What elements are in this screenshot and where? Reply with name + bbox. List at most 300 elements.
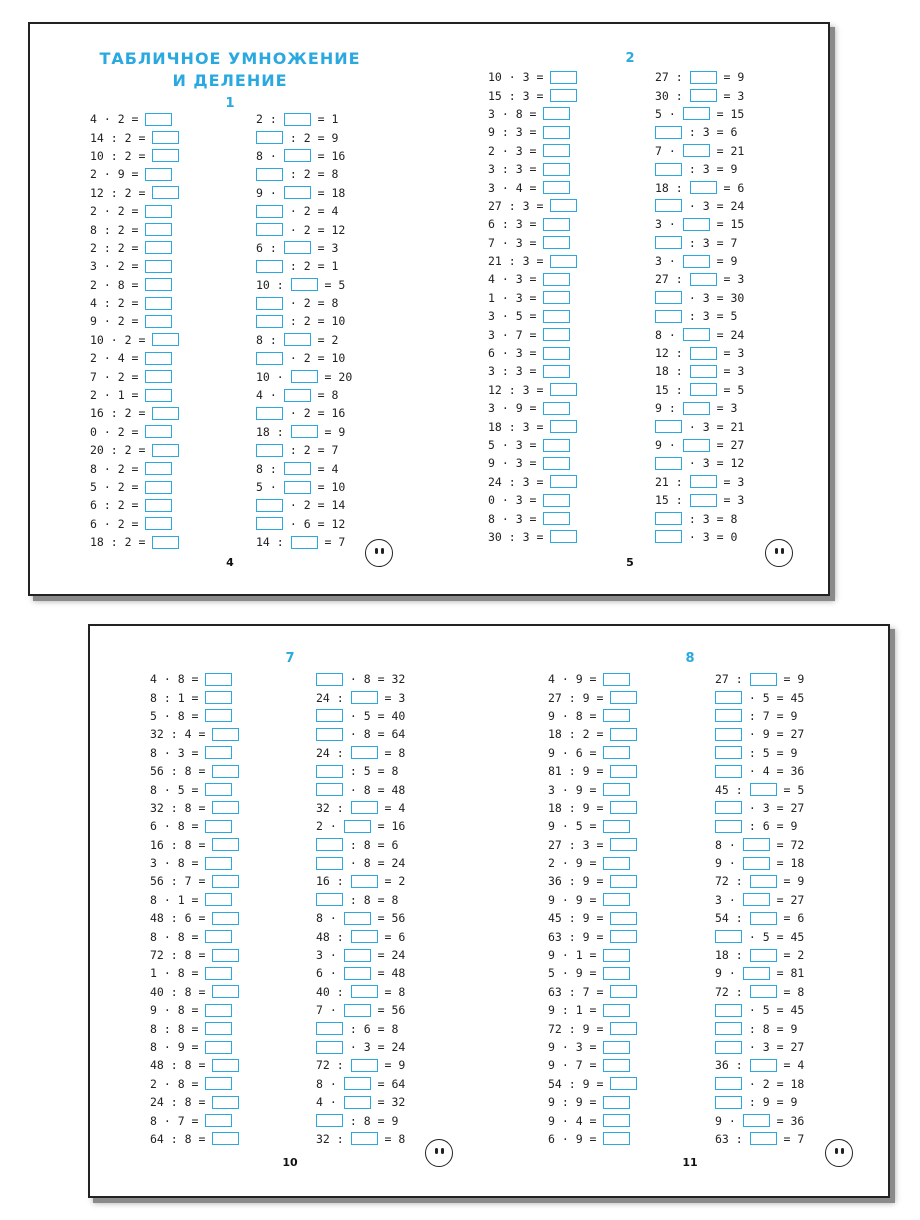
answer-box[interactable] <box>715 801 742 814</box>
exercise-text: = 27 <box>709 438 745 452</box>
exercise-text: = 6 <box>377 929 406 944</box>
answer-box[interactable] <box>603 1096 630 1109</box>
exercise-text: · 2 = 12 <box>283 222 346 237</box>
exercise-text: 72 : <box>715 984 750 999</box>
exercise-row <box>316 817 405 835</box>
answer-box[interactable] <box>284 113 311 126</box>
answer-box[interactable] <box>145 499 172 512</box>
answer-box[interactable] <box>550 255 577 268</box>
exercise-text: 2 · 8 = <box>90 277 146 292</box>
answer-box[interactable] <box>603 673 630 686</box>
answer-box[interactable] <box>603 1059 630 1072</box>
answer-box[interactable] <box>655 199 682 212</box>
exercise-row <box>655 123 744 141</box>
answer-box[interactable] <box>145 113 172 126</box>
answer-box[interactable] <box>743 893 770 906</box>
answer-box[interactable] <box>543 347 570 360</box>
exercise-row <box>90 331 179 349</box>
answer-box[interactable] <box>145 205 172 218</box>
answer-box[interactable] <box>603 1041 630 1054</box>
answer-box[interactable] <box>715 691 742 704</box>
answer-box[interactable] <box>205 820 232 833</box>
answer-box[interactable] <box>750 912 777 925</box>
answer-box[interactable] <box>316 893 343 906</box>
exercise-row <box>488 197 577 215</box>
exercise-row <box>316 780 405 798</box>
exercise-text: 2 · 4 = <box>90 351 146 366</box>
answer-box[interactable] <box>603 1132 630 1145</box>
answer-box[interactable] <box>603 709 630 722</box>
answer-box[interactable] <box>655 530 682 543</box>
exercise-text: 9 · <box>715 856 743 871</box>
exercise-row <box>256 294 352 312</box>
answer-box[interactable] <box>655 310 682 323</box>
answer-box[interactable] <box>212 1059 239 1072</box>
answer-box[interactable] <box>750 985 777 998</box>
answer-box[interactable] <box>750 949 777 962</box>
answer-box[interactable] <box>284 241 311 254</box>
answer-box[interactable] <box>351 1132 378 1145</box>
answer-box[interactable] <box>543 273 570 286</box>
exercise-row <box>548 670 637 688</box>
answer-box[interactable] <box>291 425 318 438</box>
answer-box[interactable] <box>715 930 742 943</box>
answer-box[interactable] <box>683 255 710 268</box>
answer-box[interactable] <box>690 347 717 360</box>
answer-box[interactable] <box>603 1114 630 1127</box>
exercise-text: · 5 = 40 <box>343 708 406 723</box>
answer-box[interactable] <box>205 691 232 704</box>
answer-box[interactable] <box>256 131 283 144</box>
answer-box[interactable] <box>690 89 717 102</box>
answer-box[interactable] <box>690 365 717 378</box>
exercise-text: = 3 <box>716 346 745 361</box>
answer-box[interactable] <box>715 728 742 741</box>
answer-box[interactable] <box>750 673 777 686</box>
answer-box[interactable] <box>316 783 343 796</box>
answer-box[interactable] <box>715 765 742 778</box>
workbook-spread-top <box>28 22 830 596</box>
exercise-row <box>548 909 637 927</box>
exercise-text: = 3 <box>716 474 745 489</box>
answer-box[interactable] <box>212 1096 239 1109</box>
answer-box[interactable] <box>543 181 570 194</box>
answer-box[interactable] <box>152 333 179 346</box>
answer-box[interactable] <box>550 420 577 433</box>
answer-box[interactable] <box>610 691 637 704</box>
answer-box[interactable] <box>715 820 742 833</box>
answer-box[interactable] <box>212 801 239 814</box>
exercise-row <box>316 1038 405 1056</box>
answer-box[interactable] <box>212 728 239 741</box>
exercise-text: 8 · <box>316 1076 344 1091</box>
answer-box[interactable] <box>205 1022 232 1035</box>
exercise-text: 12 : 3 = <box>488 382 551 397</box>
answer-box[interactable] <box>344 820 371 833</box>
answer-box[interactable] <box>256 517 283 530</box>
answer-box[interactable] <box>543 126 570 139</box>
answer-box[interactable] <box>743 838 770 851</box>
answer-box[interactable] <box>205 1077 232 1090</box>
answer-box[interactable] <box>750 1059 777 1072</box>
answer-box[interactable] <box>256 352 283 365</box>
answer-box[interactable] <box>610 985 637 998</box>
answer-box[interactable] <box>212 838 239 851</box>
answer-box[interactable] <box>543 439 570 452</box>
exercise-text: 9 : <box>655 401 683 416</box>
exercise-text: = 18 <box>310 185 346 200</box>
exercise-text: · 3 = 21 <box>682 419 745 434</box>
answer-box[interactable] <box>603 857 630 870</box>
answer-box[interactable] <box>205 967 232 980</box>
section-number-7: 7 <box>285 651 295 666</box>
page-title <box>80 48 380 92</box>
answer-box[interactable] <box>683 218 710 231</box>
exercise-text: 18 : <box>655 364 690 379</box>
exercise-text: = 8 <box>377 745 406 760</box>
answer-box[interactable] <box>550 383 577 396</box>
answer-box[interactable] <box>316 673 343 686</box>
workbook-spread-bottom <box>88 624 890 1198</box>
answer-box[interactable] <box>655 163 682 176</box>
answer-box[interactable] <box>152 536 179 549</box>
answer-box[interactable] <box>212 949 239 962</box>
answer-box[interactable] <box>145 352 172 365</box>
answer-box[interactable] <box>715 1022 742 1035</box>
exercise-text: 54 : 9 = <box>548 1076 611 1091</box>
exercise-row <box>90 423 179 441</box>
answer-box[interactable] <box>145 223 172 236</box>
answer-box[interactable] <box>690 383 717 396</box>
exercise-text: 6 · <box>316 966 344 981</box>
answer-box[interactable] <box>683 439 710 452</box>
answer-box[interactable] <box>610 838 637 851</box>
answer-box[interactable] <box>152 444 179 457</box>
exercise-text: = 9 <box>709 254 738 269</box>
answer-box[interactable] <box>344 1096 371 1109</box>
answer-box[interactable] <box>543 512 570 525</box>
answer-box[interactable] <box>683 402 710 415</box>
answer-box[interactable] <box>543 144 570 157</box>
answer-box[interactable] <box>543 457 570 470</box>
title-line-2: И ДЕЛЕНИЕ <box>172 71 288 90</box>
answer-box[interactable] <box>145 297 172 310</box>
exercise-row <box>256 202 352 220</box>
answer-box[interactable] <box>715 1041 742 1054</box>
exercise-text: 8 · 1 = <box>150 892 206 907</box>
answer-box[interactable] <box>743 1114 770 1127</box>
exercise-text: = 4 <box>377 800 406 815</box>
exercise-row <box>548 780 637 798</box>
exercise-row <box>655 160 744 178</box>
answer-box[interactable] <box>256 444 283 457</box>
answer-box[interactable] <box>715 1004 742 1017</box>
answer-box[interactable] <box>316 838 343 851</box>
answer-box[interactable] <box>715 1096 742 1109</box>
exercise-text: · 8 = 24 <box>343 856 406 871</box>
exercise-row <box>256 276 352 294</box>
answer-box[interactable] <box>603 949 630 962</box>
answer-box[interactable] <box>550 475 577 488</box>
exercise-row <box>316 946 405 964</box>
exercise-text: 3 · 5 = <box>488 309 544 324</box>
answer-box[interactable] <box>603 893 630 906</box>
exercise-row <box>715 1111 804 1129</box>
exercise-row <box>90 312 179 330</box>
answer-box[interactable] <box>603 783 630 796</box>
answer-box[interactable] <box>291 370 318 383</box>
answer-box[interactable] <box>655 236 682 249</box>
answer-box[interactable] <box>256 315 283 328</box>
exercise-row <box>150 854 239 872</box>
answer-box[interactable] <box>610 801 637 814</box>
answer-box[interactable] <box>205 857 232 870</box>
answer-box[interactable] <box>316 857 343 870</box>
answer-box[interactable] <box>603 820 630 833</box>
exercise-text: 18 : 3 = <box>488 419 551 434</box>
answer-box[interactable] <box>610 912 637 925</box>
answer-box[interactable] <box>284 149 311 162</box>
exercise-row <box>488 105 577 123</box>
exercise-row <box>488 270 577 288</box>
answer-box[interactable] <box>550 199 577 212</box>
answer-box[interactable] <box>145 315 172 328</box>
exercise-text: = 56 <box>370 911 406 926</box>
answer-box[interactable] <box>284 186 311 199</box>
answer-box[interactable] <box>743 857 770 870</box>
answer-box[interactable] <box>543 291 570 304</box>
answer-box[interactable] <box>145 517 172 530</box>
answer-box[interactable] <box>351 1059 378 1072</box>
exercise-row <box>150 1019 239 1037</box>
answer-box[interactable] <box>603 746 630 759</box>
answer-box[interactable] <box>690 71 717 84</box>
answer-box[interactable] <box>690 475 717 488</box>
answer-box[interactable] <box>316 765 343 778</box>
exercise-text: : 2 = 9 <box>283 130 339 145</box>
answer-box[interactable] <box>145 425 172 438</box>
answer-box[interactable] <box>145 389 172 402</box>
answer-box[interactable] <box>610 728 637 741</box>
exercise-row <box>488 142 577 160</box>
answer-box[interactable] <box>316 709 343 722</box>
answer-box[interactable] <box>715 1077 742 1090</box>
answer-box[interactable] <box>690 273 717 286</box>
answer-box[interactable] <box>145 370 172 383</box>
exercise-text: 1 · 8 = <box>150 966 206 981</box>
answer-box[interactable] <box>145 462 172 475</box>
exercise-text: 18 : <box>256 424 291 439</box>
answer-box[interactable] <box>610 1022 637 1035</box>
exercise-row <box>150 891 239 909</box>
exercise-text: 30 : <box>655 88 690 103</box>
answer-box[interactable] <box>550 71 577 84</box>
answer-box[interactable] <box>212 912 239 925</box>
answer-box[interactable] <box>655 420 682 433</box>
exercise-row <box>256 386 352 404</box>
exercise-text: : 8 = 8 <box>343 892 399 907</box>
exercise-row <box>316 799 405 817</box>
answer-box[interactable] <box>205 783 232 796</box>
answer-box[interactable] <box>690 181 717 194</box>
answer-box[interactable] <box>344 967 371 980</box>
exercise-row <box>655 362 744 380</box>
exercise-row <box>715 725 804 743</box>
answer-box[interactable] <box>205 1041 232 1054</box>
answer-box[interactable] <box>750 783 777 796</box>
answer-box[interactable] <box>205 673 232 686</box>
answer-box[interactable] <box>212 765 239 778</box>
answer-box[interactable] <box>603 1004 630 1017</box>
answer-box[interactable] <box>543 310 570 323</box>
answer-box[interactable] <box>543 402 570 415</box>
exercise-text: : 2 = 7 <box>283 443 339 458</box>
exercise-row <box>90 257 179 275</box>
exercise-column-8-left <box>548 670 637 1148</box>
answer-box[interactable] <box>610 930 637 943</box>
exercise-row <box>548 1093 637 1111</box>
answer-box[interactable] <box>256 168 283 181</box>
answer-box[interactable] <box>316 1022 343 1035</box>
answer-box[interactable] <box>683 107 710 120</box>
exercise-text: · 8 = 32 <box>343 672 406 687</box>
answer-box[interactable] <box>655 512 682 525</box>
exercise-row <box>316 964 405 982</box>
answer-box[interactable] <box>212 1132 239 1145</box>
exercise-text: 3 · 8 = <box>488 106 544 121</box>
answer-box[interactable] <box>291 536 318 549</box>
exercise-row <box>90 184 179 202</box>
answer-box[interactable] <box>655 457 682 470</box>
answer-box[interactable] <box>145 241 172 254</box>
answer-box[interactable] <box>316 1114 343 1127</box>
answer-box[interactable] <box>212 985 239 998</box>
answer-box[interactable] <box>351 691 378 704</box>
exercise-row <box>316 983 405 1001</box>
exercise-text: 24 : 3 = <box>488 474 551 489</box>
exercise-row <box>90 441 179 459</box>
answer-box[interactable] <box>205 930 232 943</box>
answer-box[interactable] <box>205 1004 232 1017</box>
answer-box[interactable] <box>543 218 570 231</box>
answer-box[interactable] <box>351 746 378 759</box>
answer-box[interactable] <box>750 875 777 888</box>
answer-box[interactable] <box>152 186 179 199</box>
answer-box[interactable] <box>550 89 577 102</box>
exercise-text: 9 · 9 = <box>548 892 604 907</box>
answer-box[interactable] <box>543 494 570 507</box>
answer-box[interactable] <box>683 144 710 157</box>
answer-box[interactable] <box>543 163 570 176</box>
exercise-text: 32 : 4 = <box>150 727 213 742</box>
exercise-row <box>256 184 352 202</box>
exercise-row <box>150 872 239 890</box>
answer-box[interactable] <box>750 1132 777 1145</box>
answer-box[interactable] <box>256 407 283 420</box>
answer-box[interactable] <box>256 223 283 236</box>
answer-box[interactable] <box>610 1077 637 1090</box>
answer-box[interactable] <box>212 875 239 888</box>
answer-box[interactable] <box>205 709 232 722</box>
exercise-row <box>548 836 637 854</box>
answer-box[interactable] <box>284 389 311 402</box>
exercise-text: 21 : <box>655 474 690 489</box>
answer-box[interactable] <box>152 131 179 144</box>
answer-box[interactable] <box>543 328 570 341</box>
exercise-row <box>488 68 577 86</box>
exercise-text: 9 · <box>655 438 683 452</box>
exercise-text: 63 : 9 = <box>548 929 611 944</box>
exercise-row <box>150 1130 239 1148</box>
answer-box[interactable] <box>145 481 172 494</box>
answer-box[interactable] <box>145 260 172 273</box>
answer-box[interactable] <box>610 765 637 778</box>
exercise-row <box>90 147 179 165</box>
answer-box[interactable] <box>543 107 570 120</box>
answer-box[interactable] <box>743 967 770 980</box>
answer-box[interactable] <box>152 149 179 162</box>
answer-box[interactable] <box>351 985 378 998</box>
exercise-text: 56 : 7 = <box>150 874 213 889</box>
answer-box[interactable] <box>344 949 371 962</box>
answer-box[interactable] <box>543 365 570 378</box>
answer-box[interactable] <box>690 494 717 507</box>
exercise-text: 9 · 7 = <box>548 1058 604 1073</box>
exercise-row <box>488 344 577 362</box>
answer-box[interactable] <box>655 291 682 304</box>
exercise-row <box>548 854 637 872</box>
answer-box[interactable] <box>256 297 283 310</box>
answer-box[interactable] <box>351 801 378 814</box>
answer-box[interactable] <box>351 875 378 888</box>
answer-box[interactable] <box>655 126 682 139</box>
exercise-text: 16 : 8 = <box>150 837 213 852</box>
answer-box[interactable] <box>344 1004 371 1017</box>
answer-box[interactable] <box>256 205 283 218</box>
answer-box[interactable] <box>550 530 577 543</box>
answer-box[interactable] <box>205 893 232 906</box>
exercise-row <box>150 1001 239 1019</box>
exercise-text: 48 : 8 = <box>150 1058 213 1073</box>
answer-box[interactable] <box>256 260 283 273</box>
answer-box[interactable] <box>152 407 179 420</box>
answer-box[interactable] <box>603 967 630 980</box>
answer-box[interactable] <box>256 499 283 512</box>
exercise-row <box>655 325 744 343</box>
answer-box[interactable] <box>715 709 742 722</box>
answer-box[interactable] <box>145 168 172 181</box>
answer-box[interactable] <box>543 236 570 249</box>
answer-box[interactable] <box>291 278 318 291</box>
answer-box[interactable] <box>351 930 378 943</box>
exercise-row <box>715 744 804 762</box>
answer-box[interactable] <box>284 333 311 346</box>
answer-box[interactable] <box>316 728 343 741</box>
answer-box[interactable] <box>284 481 311 494</box>
answer-box[interactable] <box>683 328 710 341</box>
answer-box[interactable] <box>316 1041 343 1054</box>
exercise-row <box>90 128 179 146</box>
answer-box[interactable] <box>610 875 637 888</box>
answer-box[interactable] <box>145 278 172 291</box>
answer-box[interactable] <box>205 746 232 759</box>
answer-box[interactable] <box>344 912 371 925</box>
answer-box[interactable] <box>205 1114 232 1127</box>
answer-box[interactable] <box>715 746 742 759</box>
answer-box[interactable] <box>284 462 311 475</box>
answer-box[interactable] <box>344 1077 371 1090</box>
exercise-text: 3 · 7 = <box>488 327 544 342</box>
